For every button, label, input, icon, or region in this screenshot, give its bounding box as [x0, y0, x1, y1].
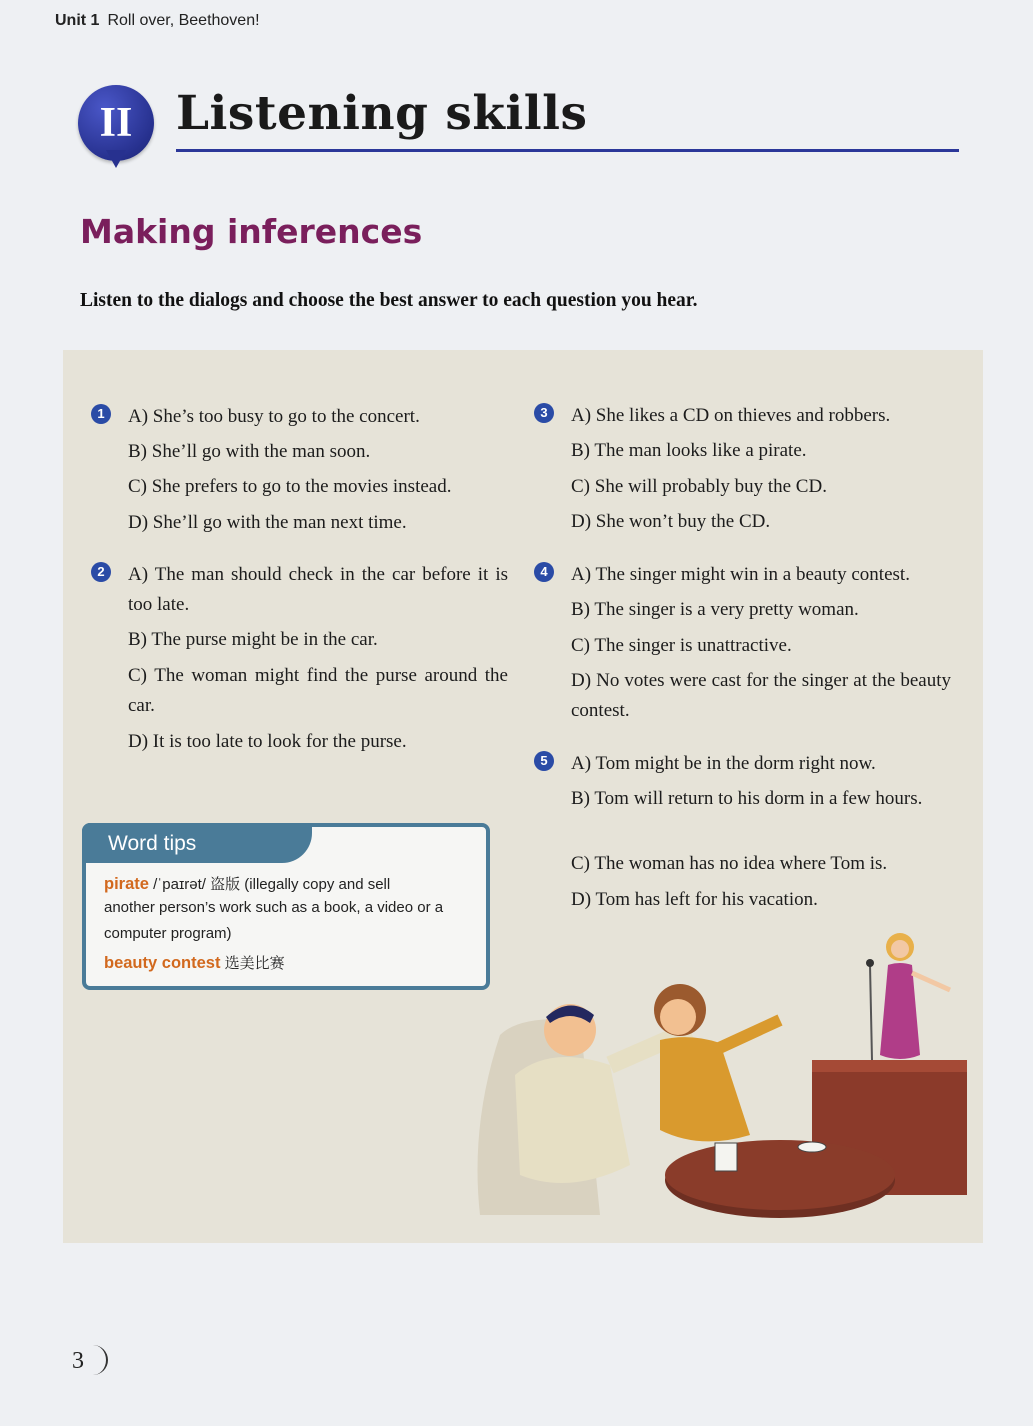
option-d[interactable]: D) No votes were cast for the singer at the beauty contest.	[571, 670, 951, 721]
option-b[interactable]: B) The singer is a very pretty woman.	[571, 599, 859, 620]
question-number-badge: 4	[534, 562, 554, 582]
unit-label: Unit 1	[55, 12, 100, 29]
tip-word-pirate: pirate	[104, 875, 149, 893]
option-b[interactable]: B) Tom will return to his dorm in a few hours.	[571, 788, 923, 809]
option-c[interactable]: C) She will probably buy the CD.	[571, 476, 827, 497]
woman-figure	[654, 984, 780, 1141]
page-number: 3	[72, 1348, 84, 1374]
subsection-title: Making inferences	[80, 212, 423, 251]
option-a[interactable]: A) She’s too busy to go to the concert.	[128, 406, 420, 427]
tip-pirate-phonetic: /ˈpaɪrət/ 盗版 (illegally copy and sell	[148, 876, 391, 893]
option-a[interactable]: A) She likes a CD on thieves and robbers.	[571, 405, 891, 426]
option-b[interactable]: B) She’ll go with the man soon.	[128, 441, 371, 462]
page-number-bracket	[90, 1345, 108, 1375]
singer-figure	[866, 933, 950, 1060]
option-b[interactable]: B) The purse might be in the car.	[128, 629, 378, 650]
question-number-badge: 3	[534, 403, 554, 423]
option-d[interactable]: D) She won’t buy the CD.	[571, 511, 771, 532]
question-number-badge: 2	[91, 562, 111, 582]
word-tips-box	[82, 823, 490, 990]
option-a[interactable]: A) The singer might win in a beauty contest.	[571, 564, 910, 585]
option-d[interactable]: D) She’ll go with the man next time.	[128, 512, 407, 533]
option-a[interactable]: A) The man should check in the car before it is too late.	[128, 564, 508, 615]
option-c[interactable]: C) The woman might find the purse around the car.	[128, 665, 508, 716]
beer-mug	[715, 1143, 737, 1171]
word-tips-title: Word tips	[108, 832, 197, 855]
running-header	[55, 12, 260, 30]
option-d[interactable]: D) It is too late to look for the purse.	[128, 731, 407, 752]
option-c[interactable]: C) She prefers to go to the movies instead.	[128, 476, 452, 497]
title-underline	[176, 149, 959, 152]
option-a[interactable]: A) Tom might be in the dorm right now.	[571, 753, 876, 774]
concert-cartoon-illustration	[460, 925, 970, 1235]
exercise-instruction: Listen to the dialogs and choose the best answer to each question you hear.	[80, 290, 698, 311]
tip-beauty-contest	[104, 952, 484, 973]
option-b[interactable]: B) The man looks like a pirate.	[571, 440, 807, 461]
tip-pirate-line-3: computer program)	[104, 925, 232, 942]
section-number-badge: II	[78, 85, 154, 161]
speech-bubble-tail-icon	[106, 150, 126, 168]
coffee-cup	[798, 1142, 826, 1152]
option-c[interactable]: C) The woman has no idea where Tom is.	[571, 853, 888, 874]
option-c[interactable]: C) The singer is unattractive.	[571, 635, 792, 656]
question-number-badge: 5	[534, 751, 554, 771]
tip-pirate-line-2: another person’s work such as a book, a video or a	[104, 899, 444, 916]
tip-word-beauty-contest: beauty contest	[104, 954, 221, 972]
tip-beauty-def: 选美比赛	[220, 955, 285, 972]
unit-title: Roll over, Beethoven!	[107, 12, 260, 29]
option-d[interactable]: D) Tom has left for his vacation.	[571, 889, 818, 910]
question-number-badge: 1	[91, 404, 111, 424]
section-title: Listening skills	[176, 86, 588, 141]
tip-pirate	[104, 873, 484, 894]
